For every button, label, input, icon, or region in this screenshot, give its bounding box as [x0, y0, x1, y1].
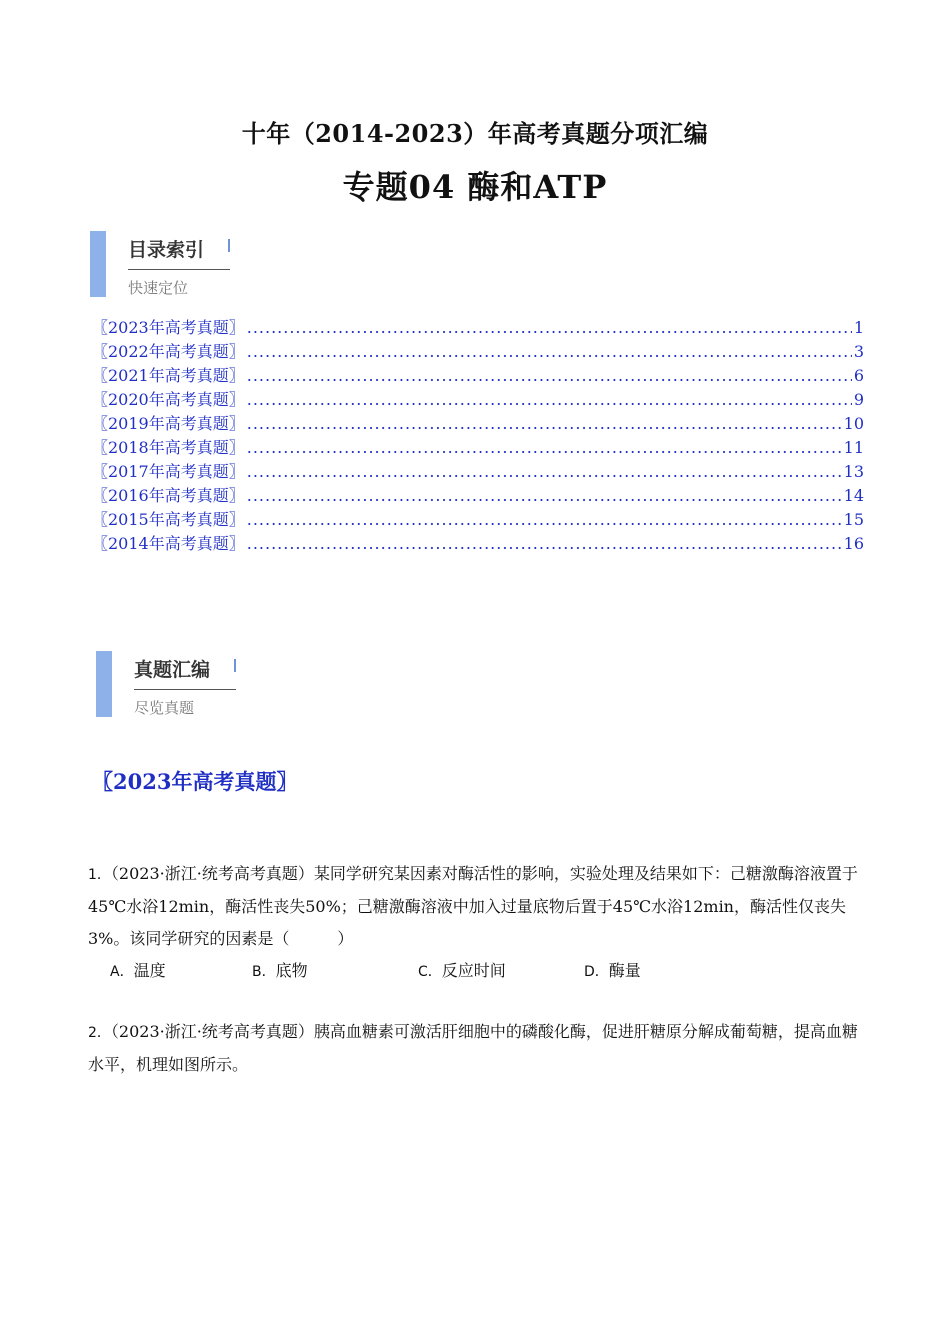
- questions-badge-subtitle: 尽览真题: [134, 699, 195, 717]
- option-text: 酶量: [608, 961, 641, 980]
- toc-entry-label: 〖2015年高考真题〗: [92, 510, 245, 529]
- question-2: [88, 1016, 863, 1081]
- toc-entry-page: 14: [843, 486, 864, 505]
- toc-leader-dots: [247, 508, 842, 532]
- toc-leader-dots: [247, 460, 842, 484]
- option-a[interactable]: [110, 958, 166, 981]
- option-text: 温度: [133, 961, 166, 980]
- option-key: C．: [418, 964, 442, 980]
- toc-entry-page: 3: [853, 342, 864, 361]
- toc-entry-2014[interactable]: [92, 532, 864, 556]
- toc-entry-label: 〖2018年高考真题〗: [92, 438, 245, 457]
- toc-entry-label: 〖2019年高考真题〗: [92, 414, 245, 433]
- question-number: 1．: [88, 867, 111, 883]
- toc-leader-dots: [247, 436, 842, 460]
- toc-entry-page: 13: [843, 462, 864, 481]
- toc-entry-page: 6: [853, 366, 864, 385]
- toc-entry-label: 〖2017年高考真题〗: [92, 462, 245, 481]
- toc-entry-2015[interactable]: [92, 508, 864, 532]
- toc-entry-label: 〖2021年高考真题〗: [92, 366, 245, 385]
- toc-entry-page: 9: [853, 390, 864, 409]
- toc-entry-2018[interactable]: [92, 436, 864, 460]
- toc-entry-page: 10: [843, 414, 864, 433]
- toc-entry-page: 1: [853, 318, 864, 337]
- year-heading: 〖2023年高考真题〗: [92, 769, 298, 794]
- badge-divider: [134, 689, 236, 690]
- option-text: 反应时间: [441, 961, 506, 980]
- toc-leader-dots: [247, 484, 842, 508]
- question-text: （2023·浙江·统考高考真题）某同学研究某因素对酶活性的影响，实验处理及结果如下：己糖激酶溶液置于45℃水浴12min，酶活性丧失50%；己糖激酶溶液中加入过量底物后置于45℃水浴12min，酶活性仅丧失3%。该同学研究的因素是（ ）: [88, 864, 858, 948]
- questions-badge-title: 真题汇编: [134, 659, 211, 681]
- option-b[interactable]: [252, 958, 308, 981]
- toc-entry-label: 〖2023年高考真题〗: [92, 318, 245, 337]
- question-text: （2023·浙江·统考高考真题）胰高血糖素可激活肝细胞中的磷酸化酶，促进肝糖原分解成葡萄糖，提高血糖水平，机理如图所示。: [88, 1022, 858, 1074]
- toc-leader-dots: [247, 412, 842, 436]
- badge-bar: [96, 651, 112, 717]
- toc-entry-2020[interactable]: [92, 388, 864, 412]
- toc-badge-title: 目录索引: [128, 239, 205, 261]
- option-key: A．: [110, 964, 134, 980]
- table-of-contents: [92, 316, 864, 556]
- toc-leader-dots: [247, 364, 852, 388]
- toc-badge-subtitle: 快速定位: [128, 279, 189, 297]
- badge-tick: [234, 659, 236, 672]
- badge-tick: [228, 239, 230, 252]
- toc-entry-label: 〖2014年高考真题〗: [92, 534, 245, 553]
- option-d[interactable]: [584, 958, 641, 981]
- toc-entry-2021[interactable]: [92, 364, 864, 388]
- toc-badge: [90, 231, 270, 303]
- toc-leader-dots: [247, 388, 852, 412]
- toc-entry-label: 〖2020年高考真题〗: [92, 390, 245, 409]
- toc-entry-2023[interactable]: [92, 316, 864, 340]
- question-number: 2．: [88, 1025, 111, 1041]
- toc-entry-2017[interactable]: [92, 460, 864, 484]
- question-1-options: [110, 958, 810, 984]
- option-c[interactable]: [418, 958, 506, 981]
- question-1: [88, 858, 863, 955]
- document-title: 十年（2014-2023）年高考真题分项汇编: [241, 119, 709, 148]
- toc-entry-page: 16: [843, 534, 864, 553]
- option-text: 底物: [275, 961, 308, 980]
- toc-leader-dots: [247, 316, 852, 340]
- toc-leader-dots: [247, 340, 852, 364]
- badge-divider: [128, 269, 230, 270]
- option-key: D．: [584, 964, 609, 980]
- toc-entry-label: 〖2022年高考真题〗: [92, 342, 245, 361]
- toc-entry-2022[interactable]: [92, 340, 864, 364]
- toc-entry-page: 11: [843, 438, 864, 457]
- toc-entry-label: 〖2016年高考真题〗: [92, 486, 245, 505]
- toc-entry-2019[interactable]: [92, 412, 864, 436]
- badge-bar: [90, 231, 106, 297]
- questions-badge: [96, 651, 276, 723]
- topic-title: 专题04 酶和ATP: [342, 168, 608, 206]
- toc-leader-dots: [247, 532, 842, 556]
- toc-entry-2016[interactable]: [92, 484, 864, 508]
- option-key: B．: [252, 964, 276, 980]
- toc-entry-page: 15: [843, 510, 864, 529]
